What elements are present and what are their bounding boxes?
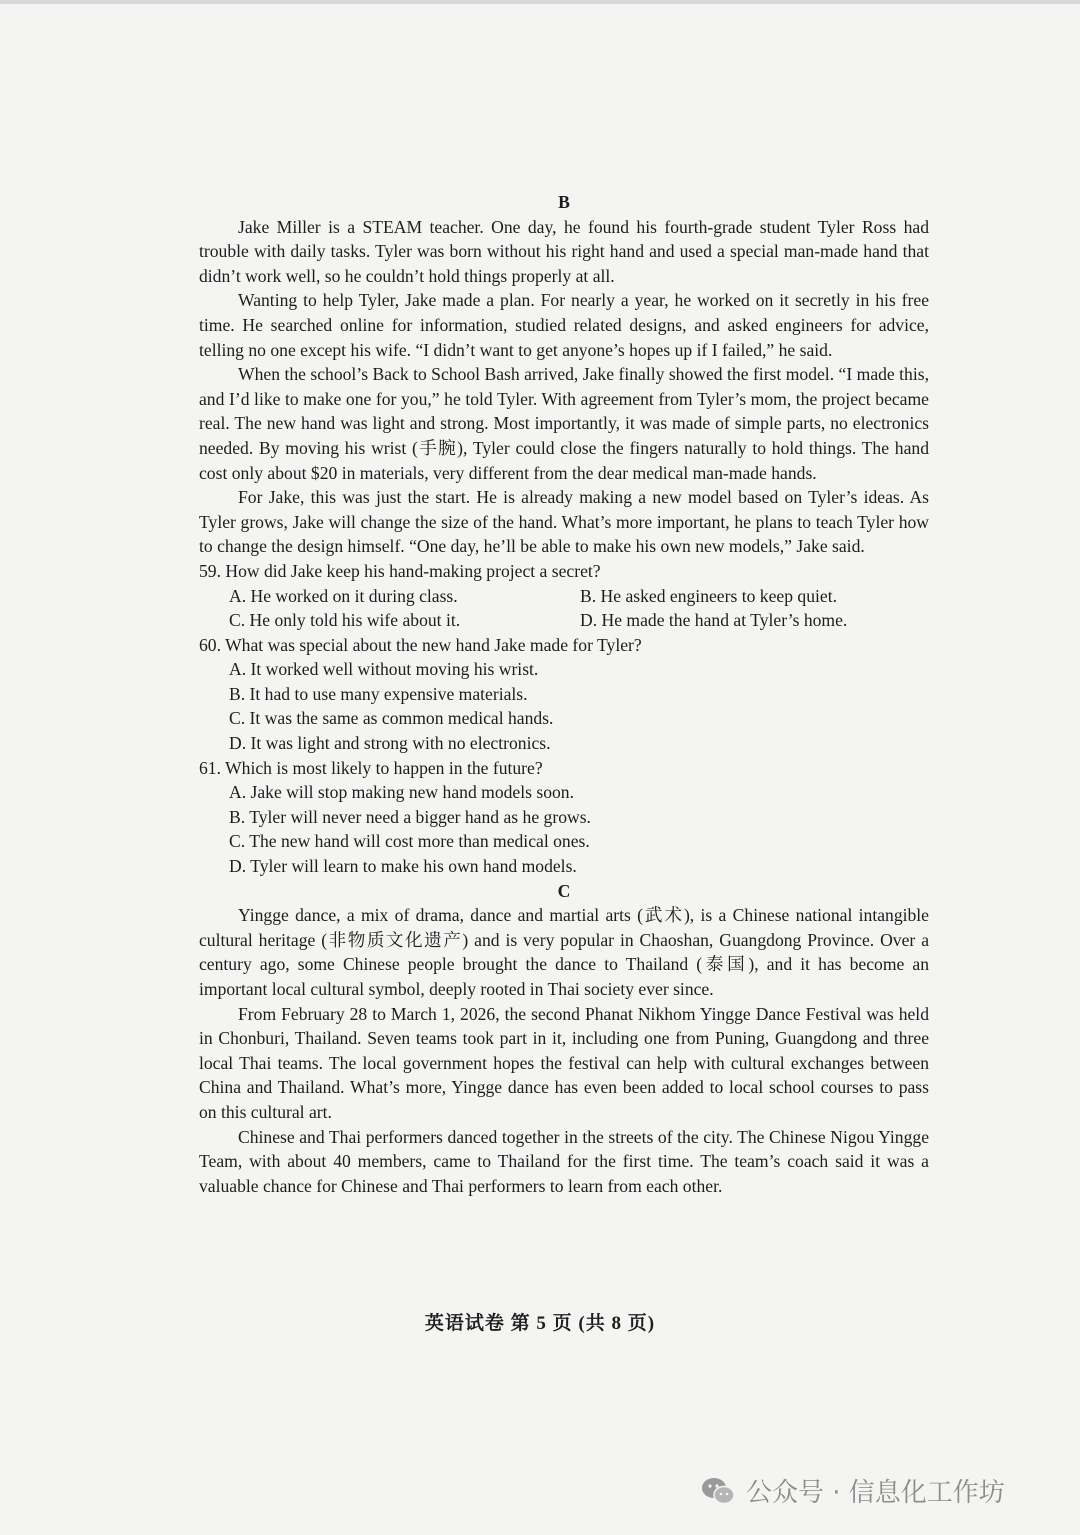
question-59-option-d: D. He made the hand at Tyler’s home. xyxy=(580,610,848,631)
question-60-option-d: D. It was light and strong with no electronics. xyxy=(229,733,551,754)
page-footer: 英语试卷 第 5 页 (共 8 页) xyxy=(424,1313,656,1334)
question-60-stem: 60. What was special about the new hand Jake made for Tyler? xyxy=(199,634,642,655)
question-60-option-a: A. It worked well without moving his wrist. xyxy=(229,659,539,680)
exam-page-content xyxy=(199,190,929,1198)
wechat-watermark xyxy=(700,1472,1005,1509)
section-b-paragraph-1: Jake Miller is a STEAM teacher. One day, he found his fourth-grade student Tyler Ross had trouble with daily tasks. Tyler was born without his right hand and used a special man-made hand that didn’t work well, so he couldn’t hold things properly at all. xyxy=(199,216,929,286)
question-60-option-b: B. It had to use many expensive materials. xyxy=(229,683,528,704)
question-59-options-row-2 xyxy=(229,608,929,633)
section-c-paragraph-3: Chinese and Thai performers danced together in the streets of the city. The Chinese Nigou Yingge Team, with about 40 members, came to Thailand for the first time. The team’s coach said it was a valuable chance for Chinese and Thai performers to learn from each other. xyxy=(199,1126,929,1196)
section-b-paragraph-2: Wanting to help Tyler, Jake made a plan. For nearly a year, he worked on it secretly in his free time. He searched online for information, studied related designs, and asked engineers for advice, telling no one except his wife. “I didn’t want to get anyone’s hopes up if I failed,” he said. xyxy=(199,290,929,360)
question-61-option-c: C. The new hand will cost more than medical ones. xyxy=(229,831,590,852)
section-b-paragraph-3: When the school’s Back to School Bash arrived, Jake finally showed the first model. “I made this, and I’d like to make one for you,” he told Tyler. With agreement from Tyler’s mom, the project became real. The new hand was light and strong. Most importantly, it was made of simple parts, no electronics needed. By moving his wrist (手腕), Tyler could close the fingers naturally to hold things. The hand cost only about $20 in materials, very different from the dear medical man-made hands. xyxy=(199,364,929,483)
section-c-title: C xyxy=(557,880,571,901)
question-61-option-d: D. Tyler will learn to make his own hand models. xyxy=(229,856,577,877)
question-61-stem: 61. Which is most likely to happen in the future? xyxy=(199,757,543,778)
wechat-icon xyxy=(700,1476,736,1506)
page-top-border xyxy=(0,0,1080,4)
section-b-title: B xyxy=(558,192,570,212)
watermark-text: 公众号 · 信息化工作坊 xyxy=(746,1478,1005,1508)
question-59-stem: 59. How did Jake keep his hand-making project a secret? xyxy=(199,560,601,581)
section-c-paragraph-2: From February 28 to March 1, 2026, the second Phanat Nikhom Yingge Dance Festival was held in Chonburi, Thailand. Seven teams took part in it, including one from Puning, Guangdong and three local Thai teams. The local government hopes the festival can help with cultural exchanges between China and Thailand. What’s more, Yingge dance has even been added to local school courses to pass on this cultural art. xyxy=(199,1003,929,1122)
question-61-option-b: B. Tyler will never need a bigger hand as he grows. xyxy=(229,806,591,827)
question-59-option-a: A. He worked on it during class. xyxy=(229,585,458,606)
section-c-paragraph-1: Yingge dance, a mix of drama, dance and martial arts (武术), is a Chinese national intangible cultural heritage (非物质文化遗产) and is very popular in Chaoshan, Guangdong Province. Over a century ago, some Chinese people brought the dance to Thailand (泰国), and it has become an important local cultural symbol, deeply rooted in Thai society ever since. xyxy=(199,905,929,999)
section-b-paragraph-4: For Jake, this was just the start. He is already making a new model based on Tyler’s ideas. As Tyler grows, Jake will change the size of the hand. What’s more important, he plans to teach Tyler how to change the design himself. “One day, he’ll be able to make his own new models,” Jake said. xyxy=(199,487,929,557)
question-59-options-row-1 xyxy=(229,584,929,609)
question-60-option-c: C. It was the same as common medical hands. xyxy=(229,708,554,729)
question-59-option-b: B. He asked engineers to keep quiet. xyxy=(580,585,837,606)
question-61-option-a: A. Jake will stop making new hand models soon. xyxy=(229,782,574,803)
question-59-option-c: C. He only told his wife about it. xyxy=(229,610,461,631)
